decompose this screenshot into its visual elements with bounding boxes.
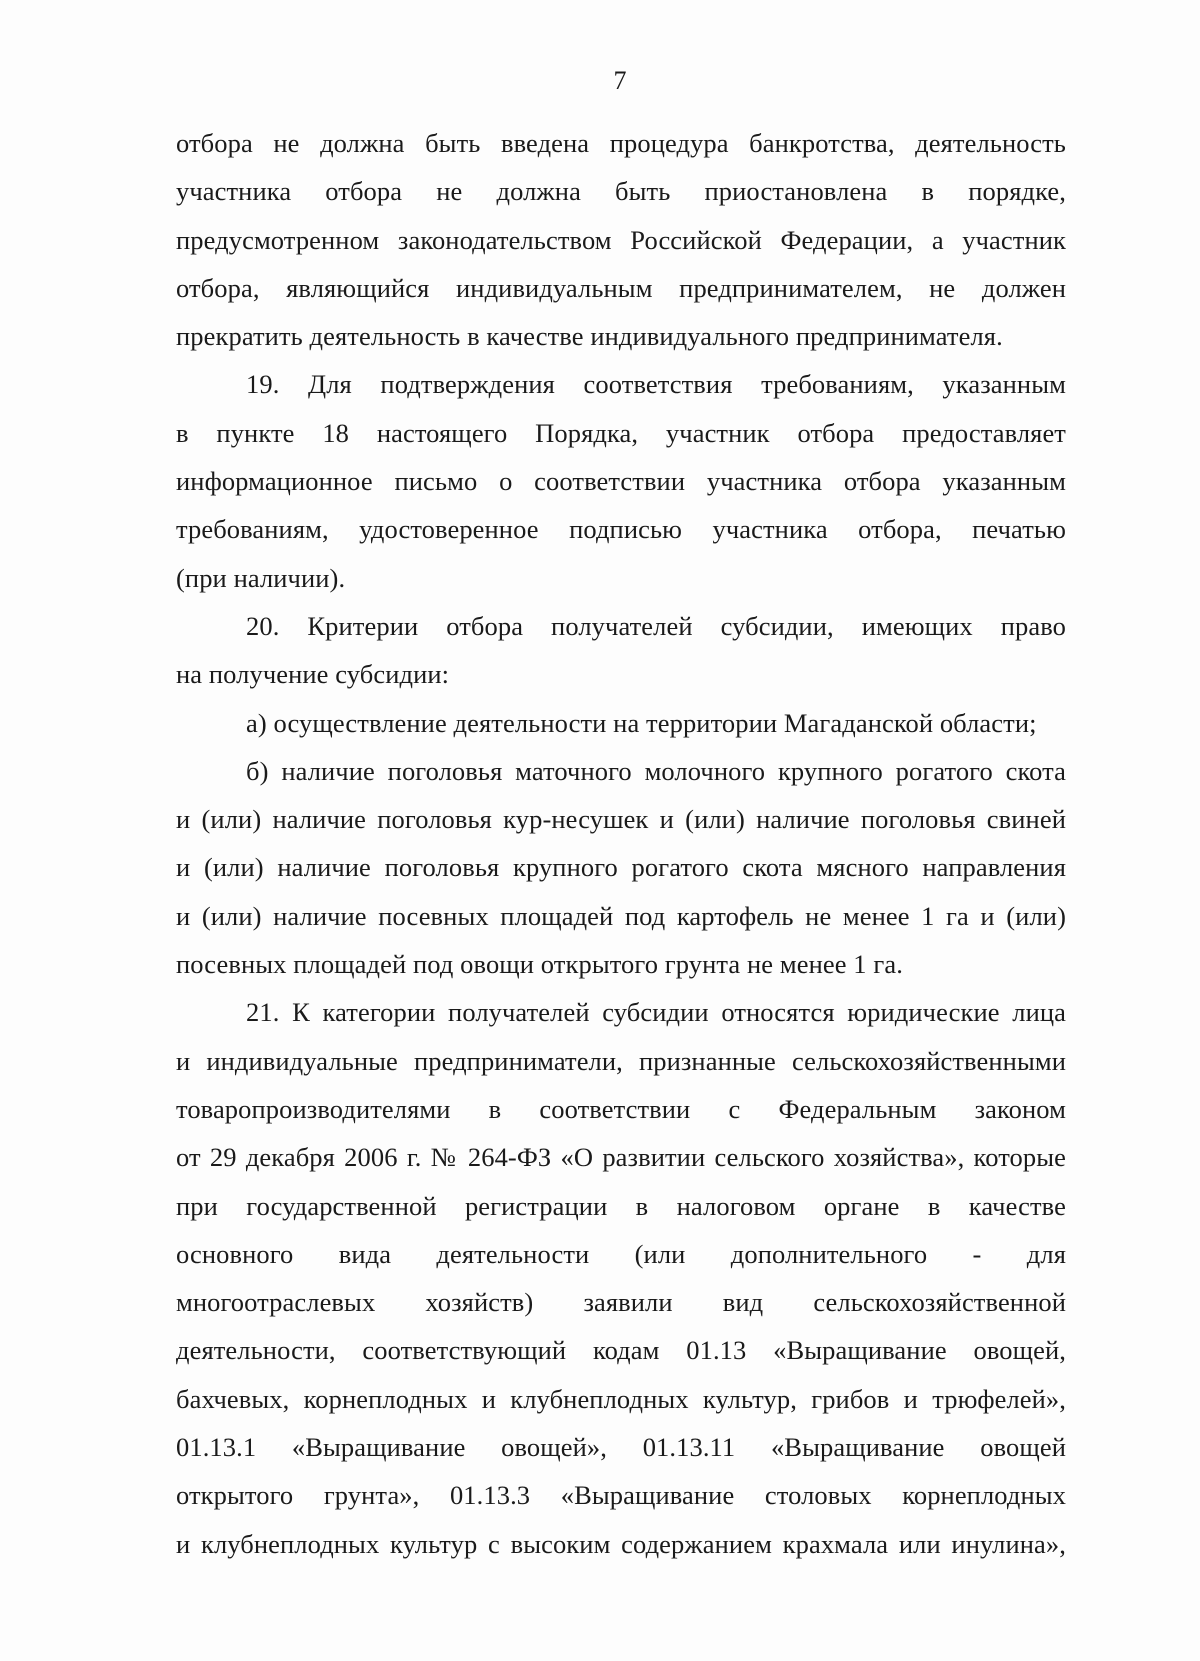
text-line: предусмотренном законодательством Российской Федерации, а участник	[176, 224, 1066, 255]
text-line: и индивидуальные предприниматели, признанные сельскохозяйственными	[176, 1045, 1066, 1076]
text-line: отбора, являющийся индивидуальным предпринимателем, не должен	[176, 272, 1066, 303]
text-line: деятельности, соответствующий кодам 01.13 «Выращивание овощей,	[176, 1335, 1066, 1366]
text-line: (при наличии).	[176, 562, 346, 593]
text-line: и клубнеплодных культур с высоким содержанием крахмала или инулина»,	[176, 1528, 1066, 1559]
text-line: товаропроизводителями в соответствии с Федеральным законом	[176, 1093, 1066, 1124]
text-line: требованиям, удостоверенное подписью участника отбора, печатью	[176, 514, 1066, 545]
text-line: и (или) наличие поголовья кур-несушек и (или) наличие поголовья свиней	[176, 804, 1066, 835]
text-line: участника отбора не должна быть приостановлена в порядке,	[176, 176, 1066, 207]
text-line: в пункте 18 настоящего Порядка, участник отбора предоставляет	[176, 417, 1066, 448]
text-line: 20. Критерии отбора получателей субсидии, имеющих право	[246, 610, 1066, 641]
text-line: от 29 декабря 2006 г. № 264-ФЗ «О развитии сельского хозяйства», которые	[176, 1142, 1066, 1173]
text-line: б) наличие поголовья маточного молочного крупного рогатого скота	[246, 755, 1066, 786]
text-line: отбора не должна быть введена процедура банкротства, деятельность	[176, 128, 1066, 158]
text-line: посевных площадей под овощи открытого грунта не менее 1 га.	[176, 949, 903, 980]
text-line: открытого грунта», 01.13.3 «Выращивание столовых корнеплодных	[176, 1480, 1066, 1511]
text-line: на получение субсидии:	[176, 659, 450, 690]
document-body	[176, 119, 1066, 1568]
text-line: бахчевых, корнеплодных и клубнеплодных культур, грибов и трюфелей»,	[176, 1383, 1066, 1414]
text-line: 21. К категории получателей субсидии относятся юридические лица	[246, 997, 1066, 1028]
text-line: 19. Для подтверждения соответствия требованиям, указанным	[246, 369, 1066, 400]
text-line: и (или) наличие поголовья крупного рогатого скота мясного направления	[176, 852, 1066, 883]
text-line: 01.13.1 «Выращивание овощей», 01.13.11 «Выращивание овощей	[176, 1432, 1066, 1463]
text-line: информационное письмо о соответствии участника отбора указанным	[176, 466, 1066, 497]
text-line: основного вида деятельности (или дополнительного - для	[176, 1238, 1066, 1269]
text-line: а) осуществление деятельности на территории Магаданской области;	[246, 707, 1037, 738]
page-number: 7	[613, 66, 627, 95]
text-line: прекратить деятельность в качестве индивидуального предпринимателя.	[176, 321, 1003, 352]
text-line: многоотраслевых хозяйств) заявили вид сельскохозяйственной	[176, 1287, 1066, 1318]
text-line: и (или) наличие посевных площадей под картофель не менее 1 га и (или)	[176, 900, 1066, 931]
text-line: при государственной регистрации в налоговом органе в качестве	[176, 1190, 1066, 1221]
